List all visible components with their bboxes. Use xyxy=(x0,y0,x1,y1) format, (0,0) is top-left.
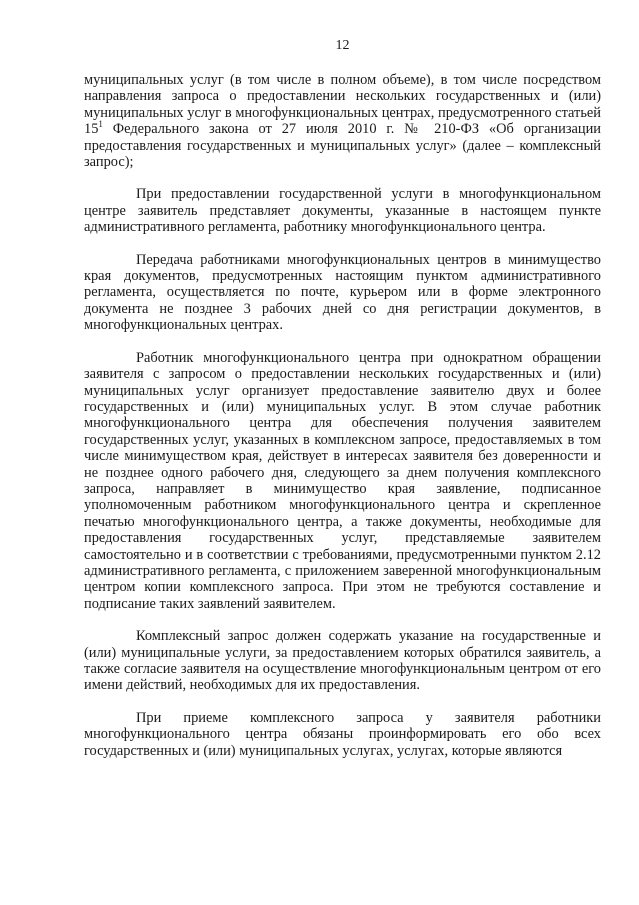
paragraph-gap xyxy=(84,694,601,710)
paragraph-gap xyxy=(84,612,601,628)
paragraph-2: При предоставлении государственной услуги в многофункциональном центре заявитель представляет документы, указанные в настоящем пункте административного регламента, работнику многофункционального центра. xyxy=(84,186,601,236)
paragraph-1-text-b: Федерального закона от 27 июля 2010 г. № 210-ФЗ «Об организации предоставления государственных и муниципальных услуг» (далее – комплексный запрос); xyxy=(84,121,601,171)
paragraph-6: При приеме комплексного запроса у заявителя работники многофункционального центра обязаны проинформировать его обо всех государственных и (или) муниципальных услугах, услугах, которые являются xyxy=(84,709,601,759)
paragraph-3: Передача работниками многофункциональных центров в минимущество края документов, предусмотренных настоящим пунктом административного регламента, осуществляется по почте, курьером или в форме электронного документа не позднее 3 рабочих дней со дня регистрации документов, в многофункциональных центрах. xyxy=(84,251,601,334)
page-number: 12 xyxy=(335,38,350,53)
paragraph-gap xyxy=(84,236,601,252)
paragraph-gap xyxy=(84,334,601,350)
paragraph-4: Работник многофункционального центра при однократном обращении заявителя с запросом о предоставлении нескольких государственных и (или) муниципальных услуг организует предоставление заявителю двух и более государственных и (или) муниципальных услуг. В этом случае работник многофункционального центра для обеспечения получения заявителем государственных услуг, указанных в комплексном запросе, предоставляемых в том числе минимуществом края, действует в интересах заявителя без доверенности и не позднее одного рабочего дня, следующего за днем получения комплексного запроса, направляет в минимущество края заявление, подписанное уполномоченным работником многофункционального центра и скрепленное печатью многофункционального центра, а также документы, необходимые для предоставления государственных услуг, представляемые заявителем самостоятельно и в соответствии с требованиями, предусмотренными пунктом 2.12 административного регламента, с приложением заверенной многофункциональным центром копии комплексного запроса. При этом не требуются составление и подписание таких заявлений заявителем. xyxy=(84,349,601,612)
paragraph-gap xyxy=(84,170,601,186)
paragraph-5: Комплексный запрос должен содержать указание на государственные и (или) муниципальные услуги, за предоставлением которых обратился заявитель, а также согласие заявителя на осуществление многофункциональным центром от его имени действий, необходимых для их предоставления. xyxy=(84,628,601,694)
paragraph-1-text-a: муниципальных услуг (в том числе в полном объеме), в том числе посредством направления запроса о предоставлении нескольких государственных и (или) муниципальных услуг в многофункциональных центрах, предусмотренного статьей 15 xyxy=(84,72,601,138)
paragraph-1 xyxy=(84,72,601,170)
superscript-article-index: 1 xyxy=(98,119,103,130)
